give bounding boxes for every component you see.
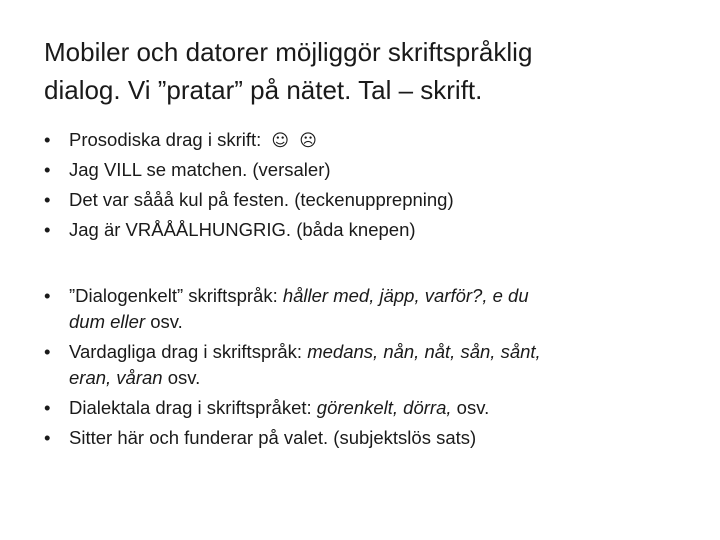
- list-item-text: Jag är VRÅÅÅLHUNGRIG. (båda knepen): [69, 219, 416, 240]
- bullet-icon: •: [44, 129, 51, 150]
- bullet-icon: •: [44, 285, 51, 306]
- smiley-face-icon: ☺: [271, 131, 290, 151]
- list-item: [44, 283, 694, 335]
- bullet-list-prosody: [44, 125, 694, 245]
- bullet-icon: •: [44, 341, 51, 362]
- list-item-suffix: osv.: [145, 311, 183, 332]
- list-item-text: Jag VILL se matchen. (versaler): [69, 159, 331, 180]
- title-line-1: Mobiler och datorer möjliggör skriftspråklig: [44, 37, 533, 67]
- bullet-icon: •: [44, 427, 51, 448]
- list-item: [44, 395, 694, 421]
- list-item-continuation: [69, 365, 694, 391]
- bullet-icon: •: [44, 159, 51, 180]
- list-item: [44, 125, 694, 155]
- list-item-italic-examples: eran, våran: [69, 367, 163, 388]
- list-item-italic-examples: medans, nån, nåt, sån, sånt,: [307, 341, 541, 362]
- list-item: [44, 155, 694, 185]
- list-item-italic-examples: dum eller: [69, 311, 146, 332]
- slide-title: [44, 33, 684, 109]
- bullet-icon: •: [44, 397, 51, 418]
- list-item-text: Prosodiska drag i skrift:: [69, 129, 262, 150]
- bullet-list-dialogue: [44, 283, 694, 451]
- list-item-text: Det var sååå kul på festen. (teckenupprepning): [69, 189, 454, 210]
- title-line-2: dialog. Vi ”pratar” på nätet. Tal – skrift.: [44, 75, 483, 105]
- list-item: [44, 185, 694, 215]
- list-item-text: Sitter här och funderar på valet. (subjektslös sats): [69, 427, 477, 448]
- frowning-face-icon: ☹: [299, 131, 318, 151]
- list-item-continuation: [69, 309, 694, 335]
- list-item-text: ”Dialogenkelt” skriftspråk:: [69, 285, 283, 306]
- list-item: [44, 339, 694, 391]
- list-item-suffix: osv.: [451, 397, 490, 418]
- list-item-italic-examples: görenkelt, dörra,: [316, 397, 452, 418]
- list-item-text: Vardagliga drag i skriftspråk:: [69, 341, 308, 362]
- list-item: [44, 215, 694, 245]
- bullet-icon: •: [44, 219, 51, 240]
- list-item: [44, 425, 694, 451]
- bullet-icon: •: [44, 189, 51, 210]
- list-item-italic-examples: håller med, jäpp, varför?, e du: [282, 285, 529, 306]
- list-item-suffix: osv.: [162, 367, 201, 388]
- list-item-text: Dialektala drag i skriftspråket:: [69, 397, 317, 418]
